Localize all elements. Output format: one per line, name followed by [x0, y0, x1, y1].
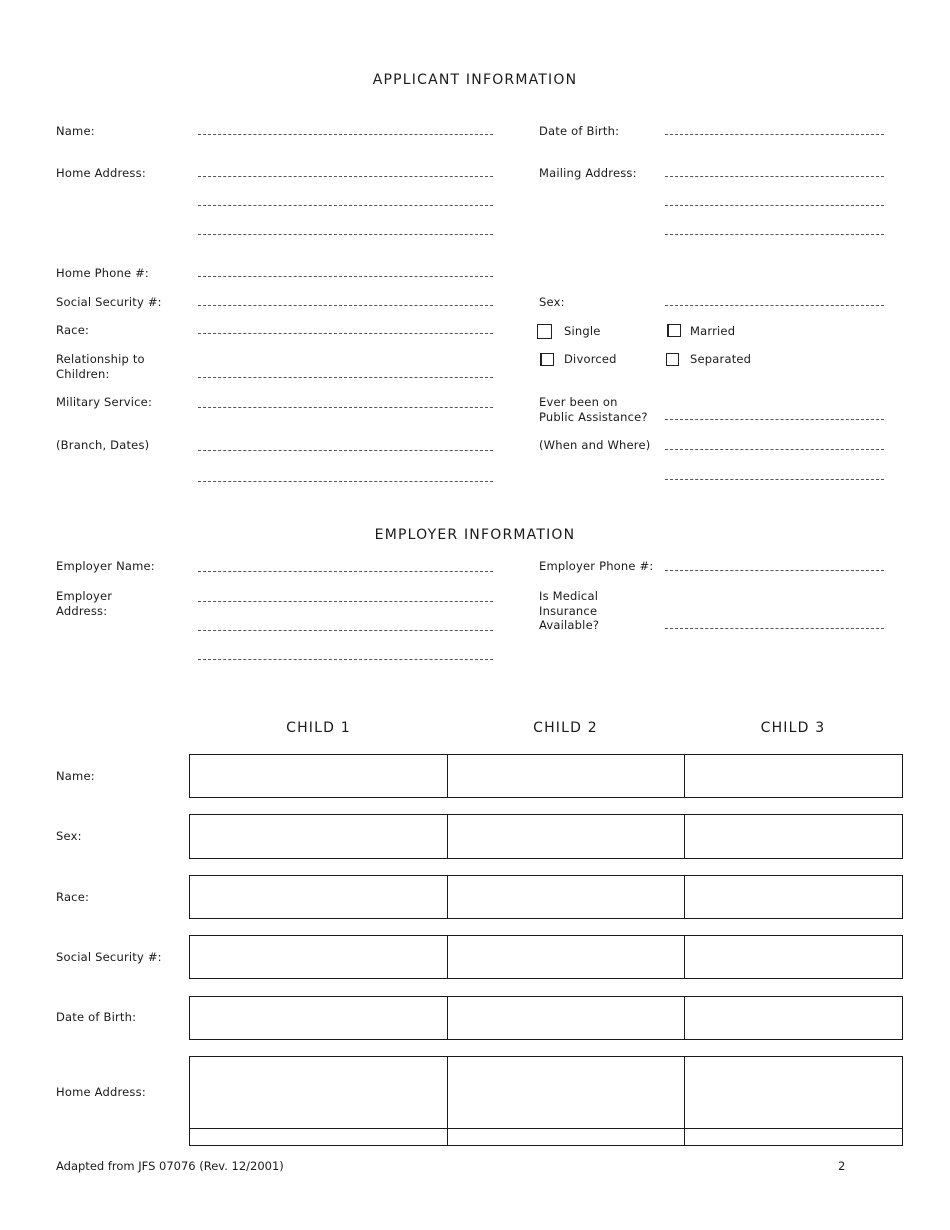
child-2-ssn-cell[interactable] [447, 935, 685, 979]
mailing-address-label: Mailing Address: [539, 166, 637, 180]
child-home-address-label: Home Address: [56, 1085, 146, 1099]
married-label: Married [690, 324, 736, 338]
child-2-name-cell[interactable] [447, 754, 685, 798]
dob-field[interactable] [665, 134, 884, 135]
child-3-dob-cell[interactable] [684, 996, 903, 1040]
separated-checkbox[interactable] [666, 353, 679, 366]
public-assistance-label: Ever been on Public Assistance? [539, 395, 648, 424]
child-3-name-cell[interactable] [684, 754, 903, 798]
child-2-race-cell[interactable] [447, 875, 685, 919]
ssn-field[interactable] [198, 305, 493, 306]
child-3-header: CHILD 3 [760, 720, 826, 736]
branch-dates-label: (Branch, Dates) [56, 438, 150, 452]
married-checkbox[interactable] [667, 324, 681, 337]
when-where-label: (When and Where) [539, 438, 651, 452]
sex-field[interactable] [665, 305, 884, 306]
ssn-label: Social Security #: [56, 295, 162, 309]
child-1-dob-cell[interactable] [189, 996, 448, 1040]
name-label: Name: [56, 124, 95, 138]
child-3-race-cell[interactable] [684, 875, 903, 919]
employer-phone-field[interactable] [665, 570, 884, 571]
relationship-field[interactable] [198, 377, 493, 378]
employer-phone-label: Employer Phone #: [539, 559, 654, 573]
child-2-header: CHILD 2 [533, 720, 598, 736]
divorced-label: Divorced [564, 352, 617, 366]
mailing-address-line-3[interactable] [665, 234, 884, 235]
sex-label: Sex: [539, 295, 565, 309]
relationship-label: Relationship to Children: [56, 352, 145, 381]
name-field[interactable] [198, 134, 493, 135]
public-assistance-field[interactable] [665, 419, 884, 420]
medical-insurance-field[interactable] [665, 628, 884, 629]
employer-address-line-2[interactable] [198, 630, 493, 631]
child-2-sex-cell[interactable] [447, 814, 685, 859]
child-sex-label: Sex: [56, 829, 82, 843]
child-dob-label: Date of Birth: [56, 1010, 137, 1024]
race-field[interactable] [198, 333, 493, 334]
child-1-header: CHILD 1 [286, 720, 351, 736]
when-where-line-1[interactable] [665, 449, 884, 450]
home-address-line-2[interactable] [198, 205, 493, 206]
child-2-dob-cell[interactable] [447, 996, 685, 1040]
child-1-race-cell[interactable] [189, 875, 448, 919]
employer-address-line-1[interactable] [198, 601, 493, 602]
child-name-label: Name: [56, 769, 95, 783]
applicant-section-heading: APPLICANT INFORMATION [372, 72, 578, 88]
child-2-home-address-cell[interactable] [447, 1056, 685, 1146]
home-address-line-1[interactable] [198, 176, 493, 177]
single-checkbox[interactable] [537, 324, 552, 339]
child-1-sex-cell[interactable] [189, 814, 448, 859]
child-ssn-label: Social Security #: [56, 950, 162, 964]
race-label: Race: [56, 323, 90, 337]
home-address-row-divider [189, 1128, 903, 1129]
child-1-name-cell[interactable] [189, 754, 448, 798]
separated-label: Separated [690, 352, 752, 366]
mailing-address-line-1[interactable] [665, 176, 884, 177]
employer-name-label: Employer Name: [56, 559, 155, 573]
divorced-checkbox[interactable] [540, 353, 554, 366]
single-label: Single [564, 324, 601, 338]
mailing-address-line-2[interactable] [665, 205, 884, 206]
home-address-label: Home Address: [56, 166, 146, 180]
branch-dates-line-1[interactable] [198, 450, 493, 451]
military-field[interactable] [198, 407, 493, 408]
home-phone-label: Home Phone #: [56, 266, 150, 280]
when-where-line-2[interactable] [665, 479, 884, 480]
page-number: 2 [838, 1159, 846, 1173]
child-3-ssn-cell[interactable] [684, 935, 903, 979]
employer-address-label: Employer Address: [56, 589, 113, 618]
home-address-line-3[interactable] [198, 234, 493, 235]
home-phone-field[interactable] [198, 276, 493, 277]
medical-insurance-label: Is Medical Insurance Available? [539, 589, 600, 632]
child-race-label: Race: [56, 890, 90, 904]
employer-section-heading: EMPLOYER INFORMATION [374, 527, 576, 543]
military-label: Military Service: [56, 395, 153, 409]
dob-label: Date of Birth: [539, 124, 620, 138]
child-3-sex-cell[interactable] [684, 814, 903, 859]
employer-name-field[interactable] [198, 571, 493, 572]
branch-dates-line-2[interactable] [198, 481, 493, 482]
child-3-home-address-cell[interactable] [684, 1056, 903, 1146]
child-1-home-address-cell[interactable] [189, 1056, 448, 1146]
footer-source: Adapted from JFS 07076 (Rev. 12/2001) [56, 1159, 284, 1173]
child-1-ssn-cell[interactable] [189, 935, 448, 979]
employer-address-line-3[interactable] [198, 659, 493, 660]
